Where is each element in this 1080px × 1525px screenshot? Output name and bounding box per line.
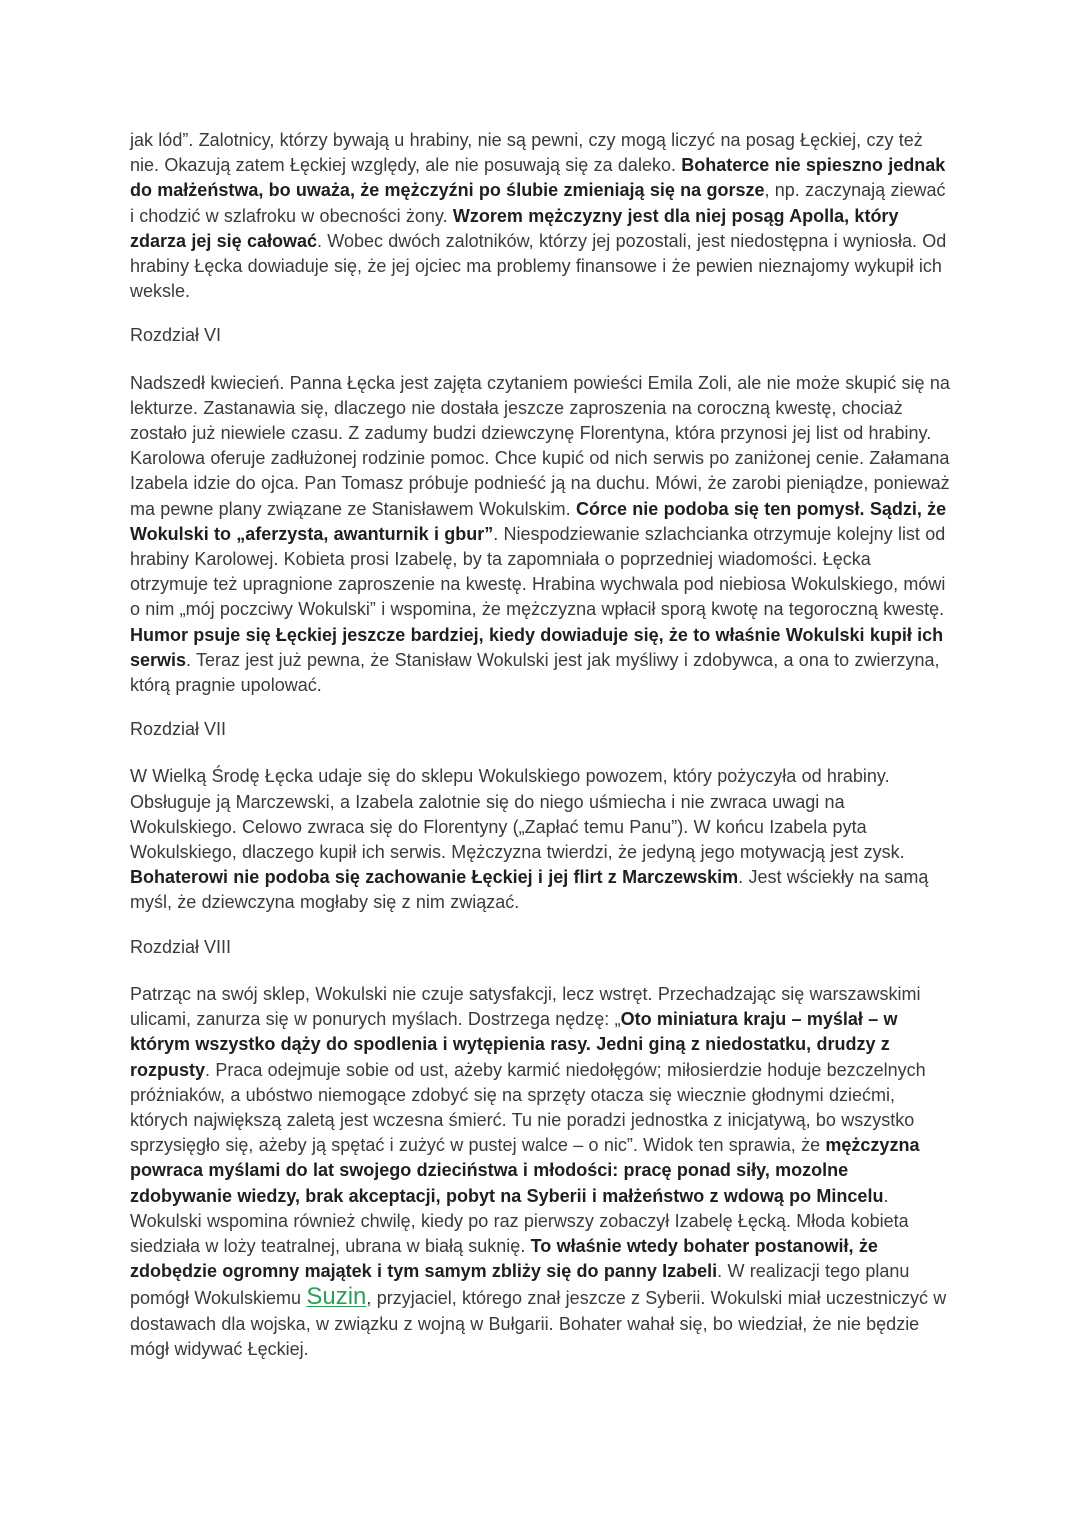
bold-text: mężczyzna powraca myślami do lat swojego dzieciństwa i młodości: pracę ponad siły, mozolne zdobywanie wiedzy, brak akceptacji, pobyt na Syberii i małżeństwo z wdową po Mincelu: [130, 1135, 920, 1206]
chapter-heading-vi: Rozdział VI: [130, 325, 222, 346]
paragraph-chapter-vi: [130, 371, 952, 699]
text-run: . Wobec dwóch zalotników, którzy jej pozostali, jest niedostępna i wyniosła. Od hrabiny Łęcka dowiaduje się, że jej ojciec ma problemy finansowe i że pewien nieznajomy wykupił ich weksle.: [130, 230, 947, 302]
paragraph-intro: [130, 128, 952, 304]
bold-text: Córce nie podoba się ten pomysł. Sądzi, że Wokulski to „aferzysta, awanturnik i gbur”: [130, 498, 947, 544]
text-run: . Praca odejmuje sobie od ust, ażeby karmić niedołęgów; miłosierdzie hoduje bezczelnych próżniaków, a ubóstwo niemogące zdobyć się na sprzęty otacza się wiecznie głodnymi dziećmi, których największą zaletą jest wczesna śmierć. Tu nie poradzi jednostka z inicjatywą, bo wszystko sprzysięgło się, ażeby ją spętać i zużyć w pustej walce – o nic”. Widok ten sprawia, że: [130, 1059, 926, 1156]
text-run: jak lód”. Zalotnicy, którzy bywają u hrabiny, nie są pewni, czy mogą liczyć na posag Łęckiej, czy też nie. Okazują zatem Łęckiej względy, ale nie posuwają się za daleko.: [130, 130, 923, 176]
chapter-heading-viii: Rozdział VIII: [130, 936, 232, 957]
chapter-heading-vii: Rozdział VII: [130, 719, 227, 740]
bold-text: Humor psuje się Łęckiej jeszcze bardziej, kiedy dowiaduje się, że to właśnie Wokulski kupił ich serwis: [130, 624, 944, 670]
paragraph-chapter-viii: [130, 982, 952, 1362]
text-run: . Niespodziewanie szlachcianka otrzymuje kolejny list od hrabiny Karolowej. Kobieta prosi Izabelę, by ta zapomniała o poprzedniej wiadomości. Łęcka otrzymuje też upragnione zaproszenie na kwestę. Hrabina wychwala pod niebiosa Wokulskiego, mówi o nim „mój poczciwy Wokulski” i wspomina, że mężczyzna wpłacił sporą kwotę na tegoroczną kwestę.: [130, 523, 946, 620]
text-run: . Wokulski wspomina również chwilę, kiedy po raz pierwszy zobaczył Izabelę Łęcką. Młoda kobieta siedziała w loży teatralnej, ubrana w białą suknię.: [130, 1185, 909, 1256]
link-suzin[interactable]: Suzin: [306, 1283, 367, 1311]
bold-text: To właśnie wtedy bohater postanowił, że zdobędzie ogromny majątek i tym samym zbliży się do panny Izabeli: [130, 1235, 878, 1282]
bold-text: Bohaterce nie spieszno jednak do małżeństwa, bo uważa, że mężczyźni po ślubie zmieniają się na gorsze: [130, 155, 946, 201]
text-run: Patrząc na swój sklep, Wokulski nie czuje satysfakcji, lecz wstręt. Przechadzając się warszawskimi ulicami, zanurza się w ponurych myślach. Dostrzega nędzę: „: [130, 983, 921, 1030]
paragraph-chapter-vii: [130, 764, 952, 915]
text-run: . W realizacji tego planu pomógł Wokulskiemu: [130, 1261, 910, 1309]
text-run: W Wielką Środę Łęcka udaje się do sklepu Wokulskiego powozem, który pożyczyła od hrabiny. Obsługuje ją Marczewski, a Izabela zalotnie się do niego uśmiecha i nie zwraca uwagi na Wokulskiego. Celowo zwraca się do Florentyny („Zapłać temu Panu”). W końcu Izabela pyta Wokulskiego, dlaczego kupił ich serwis. Mężczyzna twierdzi, że jedyną jego motywacją jest zysk.: [130, 766, 905, 863]
text-run: . Jest wściekły na samą myśl, że dziewczyna mogłaby się z nim związać.: [130, 867, 929, 913]
text-run: , np. zaczynają ziewać i chodzić w szlafroku w obecności żony.: [130, 180, 946, 226]
text-run: . Teraz jest już pewna, że Stanisław Wokulski jest jak myśliwy i zdobywca, a ona to zwierzyna, którą pragnie upolować.: [130, 649, 940, 696]
bold-text: Wzorem mężczyzny jest dla niej posąg Apolla, który zdarza jej się całować: [130, 205, 899, 251]
text-run: Nadszedł kwiecień. Panna Łęcka jest zajęta czytaniem powieści Emila Zoli, ale nie może skupić się na lekturze. Zastanawia się, dlaczego nie dostała jeszcze zaproszenia na coroczną kwestę, chociaż zostało już niewiele czasu. Z zadumy budzi dziewczynę Florentyna, która przynosi jej list od hrabiny. Karolowa oferuje zadłużonej rodzinie pomoc. Chce kupić od nich serwis po zaniżonej cenie. Załamana Izabela idzie do ojca. Pan Tomasz próbuje podnieść ją na duchu. Mówi, że zarobi pieniądze, ponieważ ma pewne plany związane ze Stanisławem Wokulskim.: [130, 372, 950, 519]
text-run: , przyjaciel, którego znał jeszcze z Syberii. Wokulski miał uczestniczyć w dostawach dla wojska, w związku z wojną w Bułgarii. Bohater wahał się, bo wiedział, że nie będzie mógł widywać Łęckiej.: [130, 1288, 947, 1359]
bold-text: Bohaterowi nie podoba się zachowanie Łęckiej i jej flirt z Marczewskim: [130, 867, 739, 888]
bold-text: Oto miniatura kraju – myślał – w którym wszystko dąży do spodlenia i wytępienia rasy. Jedni giną z niedostatku, drudzy z rozpusty: [130, 1009, 898, 1080]
